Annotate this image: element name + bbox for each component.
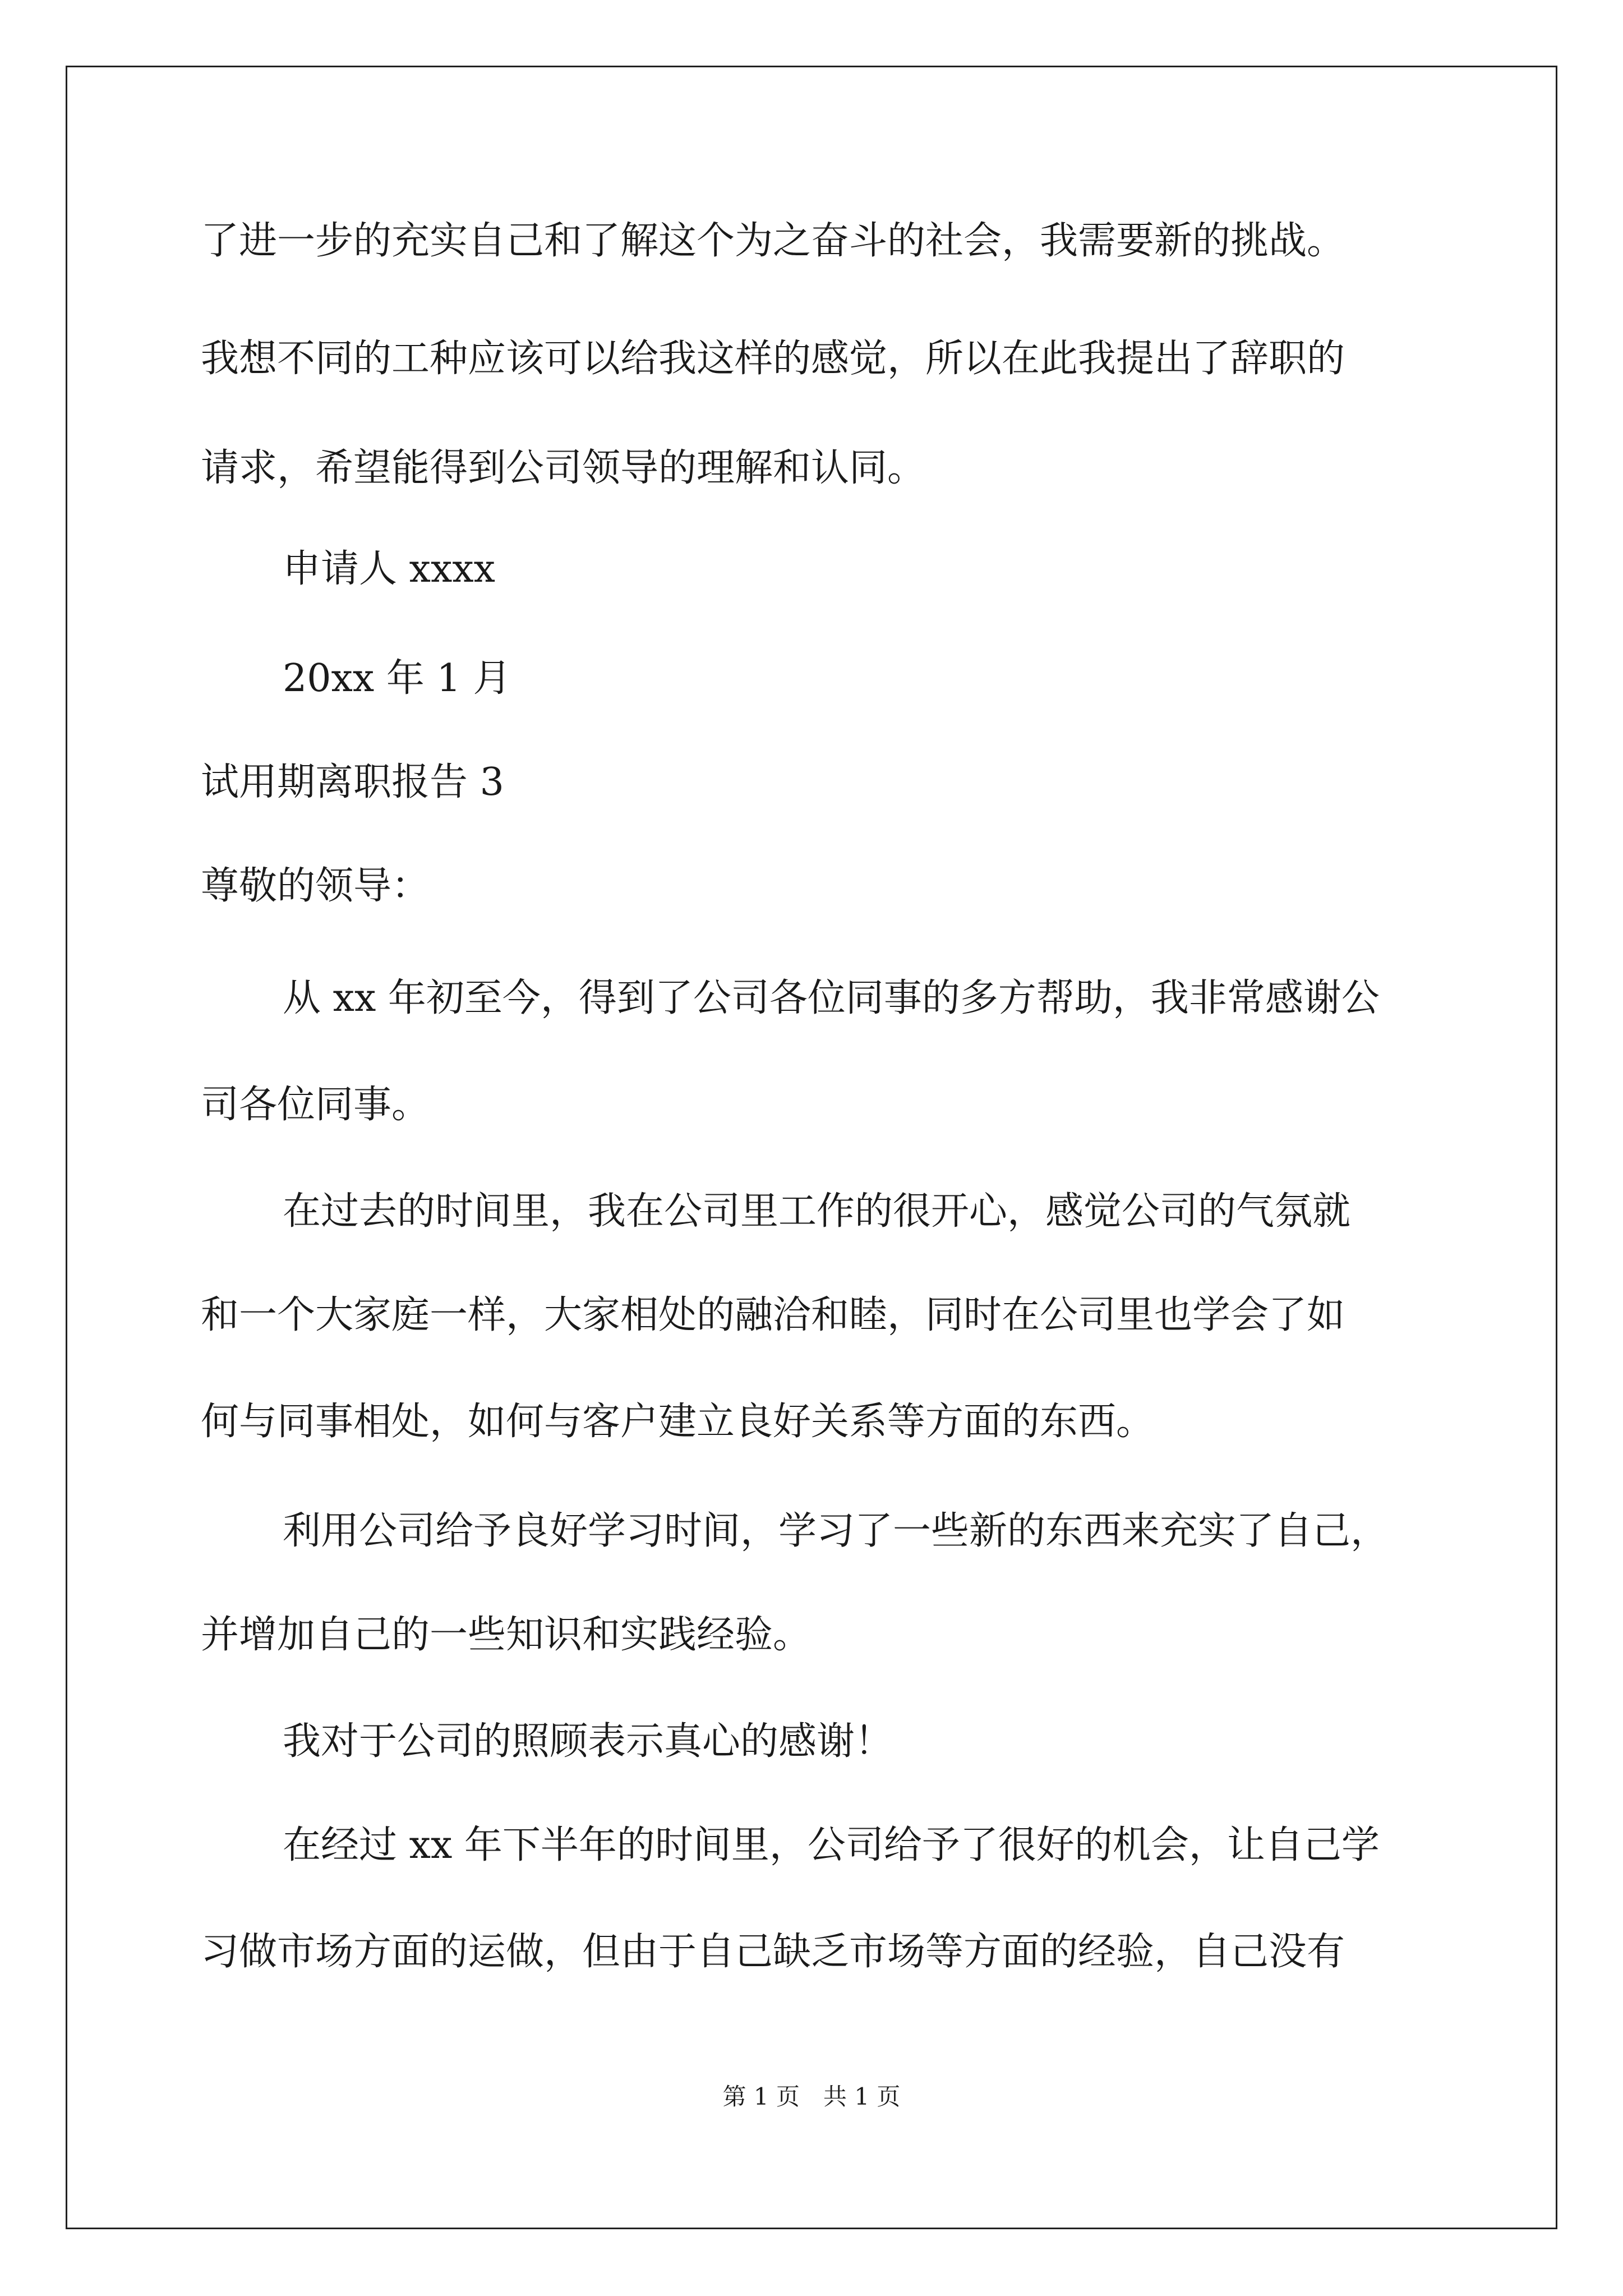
body-line: 在经过 xx 年下半年的时间里，公司给予了很好的机会，让自己学 — [283, 1823, 1380, 1867]
signature-date: 20xx 年 1 月 — [283, 656, 511, 701]
body-line: 在过去的时间里，我在公司里工作的很开心，感觉公司的气氛就 — [283, 1189, 1351, 1234]
page-border — [66, 66, 1557, 2229]
body-line: 从 xx 年初至今，得到了公司各位同事的多方帮助，我非常感谢公 — [283, 976, 1380, 1020]
signature-applicant: 申请人 xxxx — [283, 547, 496, 591]
body-line: 了进一步的充实自己和了解这个为之奋斗的社会，我需要新的挑战。 — [201, 219, 1345, 263]
page-footer — [0, 2081, 1623, 2113]
body-line: 司各位同事。 — [201, 1083, 430, 1127]
body-line: 我对于公司的照顾表示真心的感谢！ — [283, 1719, 893, 1764]
salutation: 尊敬的领导： — [201, 864, 430, 908]
body-line: 并增加自己的一些知识和实践经验。 — [201, 1613, 811, 1657]
body-line: 和一个大家庭一样，大家相处的融洽和睦，同时在公司里也学会了如 — [201, 1293, 1345, 1337]
section-title: 试用期离职报告 3 — [201, 760, 504, 804]
body-line: 习做市场方面的运做，但由于自己缺乏市场等方面的经验，自己没有 — [201, 1930, 1345, 1974]
body-line: 利用公司给予良好学习时间，学习了一些新的东西来充实了自己， — [283, 1509, 1389, 1553]
body-line: 何与同事相处，如何与客户建立良好关系等方面的东西。 — [201, 1400, 1155, 1444]
body-line: 请求，希望能得到公司领导的理解和认同。 — [201, 446, 926, 490]
page-number-label: 第 1 页 共 1 页 — [722, 2083, 901, 2110]
body-line: 我想不同的工种应该可以给我这样的感觉，所以在此我提出了辞职的 — [201, 337, 1345, 381]
